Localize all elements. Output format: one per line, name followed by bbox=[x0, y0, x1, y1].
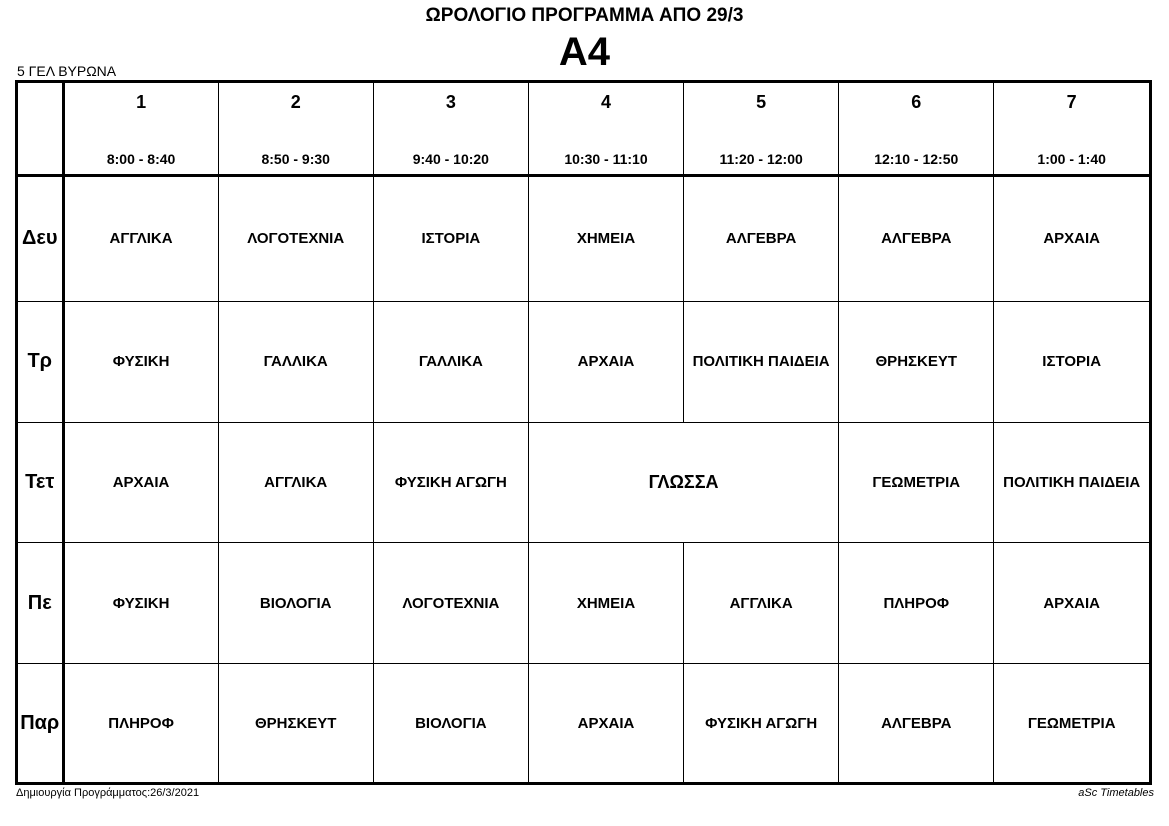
period-header bbox=[63, 83, 218, 176]
period-time: 10:30 - 11:10 bbox=[564, 151, 648, 167]
period-header bbox=[684, 83, 839, 176]
period-number: 6 bbox=[911, 92, 922, 112]
period-header bbox=[218, 83, 373, 176]
lesson-cell: ΓΑΛΛΙΚΑ bbox=[218, 301, 373, 422]
period-header-row bbox=[18, 83, 1149, 176]
day-label: Τρ bbox=[18, 301, 63, 422]
lesson-cell: ΓΕΩΜΕΤΡΙΑ bbox=[839, 422, 994, 543]
lesson-cell: ΙΣΤΟΡΙΑ bbox=[373, 176, 528, 302]
lesson-cell: ΠΟΛΙΤΙΚΗ ΠΑΙΔΕΙΑ bbox=[994, 422, 1149, 543]
period-number: 4 bbox=[600, 92, 611, 112]
period-time: 8:00 - 8:40 bbox=[106, 151, 176, 167]
day-label: Δευ bbox=[18, 176, 63, 302]
period-time: 8:50 - 9:30 bbox=[261, 151, 330, 167]
lesson-cell: ΧΗΜΕΙΑ bbox=[528, 543, 683, 664]
lesson-cell: ΑΡΧΑΙΑ bbox=[63, 422, 218, 543]
period-time: 12:10 - 12:50 bbox=[874, 151, 959, 167]
lesson-cell: ΑΡΧΑΙΑ bbox=[994, 543, 1149, 664]
lesson-cell: ΙΣΤΟΡΙΑ bbox=[994, 301, 1149, 422]
corner-cell bbox=[18, 83, 63, 176]
lesson-cell: ΒΙΟΛΟΓΙΑ bbox=[218, 543, 373, 664]
software-credit: aSc Timetables bbox=[1078, 787, 1154, 799]
day-row-wednesday bbox=[18, 422, 1149, 543]
lesson-cell: ΦΥΣΙΚΗ bbox=[63, 543, 218, 664]
day-label: Παρ bbox=[18, 664, 63, 782]
lesson-cell: ΒΙΟΛΟΓΙΑ bbox=[373, 664, 528, 782]
day-label: Τετ bbox=[18, 422, 63, 543]
lesson-cell: ΑΡΧΑΙΑ bbox=[528, 301, 683, 422]
lesson-cell: ΑΛΓΕΒΡΑ bbox=[839, 176, 994, 302]
lesson-cell: ΓΑΛΛΙΚΑ bbox=[373, 301, 528, 422]
lesson-cell: ΛΟΓΟΤΕΧΝΙΑ bbox=[373, 543, 528, 664]
lesson-cell: ΑΓΓΛΙΚΑ bbox=[684, 543, 839, 664]
day-row-friday bbox=[18, 664, 1149, 782]
lesson-cell: ΦΥΣΙΚΗ bbox=[63, 301, 218, 422]
lesson-cell: ΦΥΣΙΚΗ ΑΓΩΓΗ bbox=[684, 664, 839, 782]
lesson-cell: ΓΕΩΜΕΤΡΙΑ bbox=[994, 664, 1149, 782]
lesson-cell: ΦΥΣΙΚΗ ΑΓΩΓΗ bbox=[373, 422, 528, 543]
period-time: 1:00 - 1:40 bbox=[1037, 151, 1106, 167]
period-header bbox=[373, 83, 528, 176]
lesson-cell: ΑΡΧΑΙΑ bbox=[994, 176, 1149, 302]
lesson-cell: ΧΗΜΕΙΑ bbox=[528, 176, 683, 302]
lesson-cell: ΘΡΗΣΚΕΥΤ bbox=[218, 664, 373, 782]
lesson-cell: ΠΛΗΡΟΦ bbox=[63, 664, 218, 782]
timetable bbox=[18, 83, 1149, 782]
day-row-thursday bbox=[18, 543, 1149, 664]
period-number: 2 bbox=[290, 92, 301, 112]
class-name: Α4 bbox=[558, 30, 611, 74]
creation-date: Δημιουργία Προγράμματος:26/3/2021 bbox=[16, 787, 200, 799]
period-number: 3 bbox=[445, 92, 456, 112]
lesson-cell: ΠΛΗΡΟΦ bbox=[839, 543, 994, 664]
lesson-cell: ΑΛΓΕΒΡΑ bbox=[684, 176, 839, 302]
period-header bbox=[528, 83, 683, 176]
day-row-tuesday bbox=[18, 301, 1149, 422]
period-time: 11:20 - 12:00 bbox=[719, 151, 803, 167]
lesson-cell: ΑΡΧΑΙΑ bbox=[528, 664, 683, 782]
period-time: 9:40 - 10:20 bbox=[412, 151, 489, 167]
period-number: 5 bbox=[756, 92, 767, 112]
period-number: 7 bbox=[1066, 92, 1077, 112]
lesson-cell-double: ΓΛΩΣΣΑ bbox=[528, 422, 838, 543]
period-header bbox=[994, 83, 1149, 176]
lesson-cell: ΘΡΗΣΚΕΥΤ bbox=[839, 301, 994, 422]
lesson-cell: ΛΟΓΟΤΕΧΝΙΑ bbox=[218, 176, 373, 302]
page-title: ΩΡΟΛΟΓΙΟ ΠΡΟΓΡΑΜΜΑ ΑΠΟ 29/3 bbox=[425, 5, 744, 26]
lesson-cell: ΑΓΓΛΙΚΑ bbox=[63, 176, 218, 302]
day-label: Πε bbox=[18, 543, 63, 664]
school-name: 5 ΓΕΛ ΒΥΡΩΝΑ bbox=[17, 63, 117, 79]
period-header bbox=[839, 83, 994, 176]
period-number: 1 bbox=[136, 92, 147, 112]
lesson-cell: ΑΛΓΕΒΡΑ bbox=[839, 664, 994, 782]
lesson-cell: ΑΓΓΛΙΚΑ bbox=[218, 422, 373, 543]
lesson-cell: ΠΟΛΙΤΙΚΗ ΠΑΙΔΕΙΑ bbox=[684, 301, 839, 422]
day-row-monday bbox=[18, 176, 1149, 302]
timetable-grid bbox=[15, 80, 1152, 785]
